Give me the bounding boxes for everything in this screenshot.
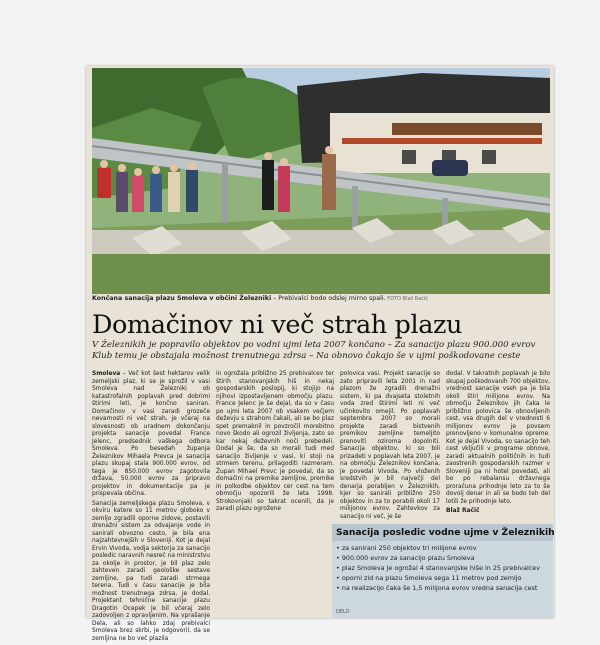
caption-place: Končana sanacija plazu Smoleva v občini Železniki: [92, 295, 272, 302]
body-column-2: [216, 371, 334, 516]
dateline: Smoleva: [92, 371, 121, 377]
list-item: • za sanirani 250 objektov tri milijone evrov: [336, 543, 553, 553]
body-column-4: [446, 371, 550, 518]
article-headline: Domačinov ni več strah plazu: [92, 310, 463, 340]
body-column-3: [340, 371, 440, 523]
list-item: • oporni zid na plazu Smoleva sega 11 metrov pod zemljo: [336, 573, 553, 583]
author-byline: Blaž Račič: [446, 508, 480, 514]
caption-text: – Prebivalci bodo odslej mirno spali.: [271, 295, 386, 302]
source-label: DELO: [336, 609, 350, 615]
facts-box-title: Sanacija posledic vodne ujme v Železnikih: [332, 524, 553, 541]
body-paragraph: dodal. V takratnih poplavah je bilo skupaj poškodovanih 700 objektov, vrednost sanacije vseh pa je bila okoli štiri milijone evrov. Na območju Železnikov jih čaka le približno polovica še obnovljenih cest, vsa drugih del v vrednosti 6 milijonov evrov je povsem prenovljeno v komunalne opreme. Kot je dejal Vivoda, so sanacijo teh cest vključili v programe obnove, zaradi aktualnih političnih in tudi zaostrenih gospodarskih razmer v Sloveniji pa ni hotel povedati, ali bo po rebalansu državnega proračuna prihodnje leto za to še dovolj denar in ali se bodo teh del lotili že prihodnje leto.: [446, 371, 550, 505]
list-item: • 900.000 evrov za sanacijo plazu Smoleva: [336, 553, 553, 563]
body-column-1: [92, 371, 210, 645]
body-paragraph: in ogrožala približno 25 prebivalcev ter štirih stanovanjskih hiš in nekaj gospodarskih poslopij, ki stojijo na njihovi izpostavljenem območju plazu. France Jelenc je še dejal, da so v času po ujmi leta 2007 ob vsakem večjem deževju s strahom čakali, ali se bo plaz spet premaknil in povzročil morebitno novo škodo ali ogrozil življenja, zato so kar nekaj deževnih noči prebedeli. Dodal je še, da so morali tudi med sanacijo življenje v vasi, ki stoji na strmem terenu, prilagoditi razmeram. Župan Mihael Prevc je povedal, da so domačini na premike zemljine, premike in polkodbe objektov cer cest na tem območju opozorili že leta 1998. Strokovnjaki so takrat ocenili, da je zaradi plazu ogrožene: [216, 371, 334, 512]
body-paragraph: Sanacija zemeljskega plazu Smoleva, v okviru katere so 11 metrov globoko v zemljo zgradili oporne zidove, postavili drenažni sistem za odvajanje vode in saniralí obvozno cesto, je bila ena najzahtevnejših v Sloveniji. Kot je dejal Ervin Vivoda, vodja sektorja za sanacijo posledic naravnih nesreč na ministrstvu za okolje in prostor, je bil plaz zelo zahteven zaradi geološke sestave zemljine, pa tudi zaradi strmega terena. Tudi v času sanacije je bila možnost trenutnega zdrsa, je dodal. Projektant tehnične sanacije plazu Dragotin Ocepek je bil včeraj zelo zadovoljen z opravljenim. Na vprašanje Dela, ali so lahko zdaj prebivalci Smoleva brez skrbi, je odgovoril, da se zemljina ne bo več plazila: [92, 500, 210, 642]
body-paragraph: polovica vasi. Projekt sanacije so zato pripravili leta 2001 in nad plazom že zgradili drenažni sistem, ki pa dvajseta stoletnih voda zred štirimi leti ni več učinkovito omejil. Po poplavah septembra 2007 so morali projekte zaradi bistvenih premikov zemljine temeljito prenoviti oziroma dopolniti. Sanacija objektov, ki so bili prizadeti v poplavah leta 2007, je na območju Železnikov končana, je povedal Vivoda. Po vloženih sredstvih je bil največji del denarja porabljen v Železnikih, kjer so sanirali približno 250 objektov in za to porabili okoli 17 milijonov evrov. Zahtevkov za sanacijo ni več, je še: [340, 371, 440, 520]
body-paragraph: – Več kot šest hektarov velik zemeljski plaz, ki se je sprožil v vasi Smoleva nad Železniki ob katastrofalnih poplavah pred dobrimi štirimi leti, je končno saniran. Domačinov v vasi zaradi grozeče nevarnosti ni več strah, je včeraj na slovesnosti ob uradnem dokončanju projekta sanacije povedal France Jelenc, predsednik vaškega odbora Smoleva. Po besedah županja Železnikov Mihaela Prevca je sanacija plazu skupaj stala 900.000 evrov, od tega je 850.000 evrov zagotovila država, 50.000 evrov za pripravo projektov in dokumentacije pa je prispevala občina.: [92, 371, 210, 497]
article-deck: V Železnikih je popravilo objektov po vodni ujmi leta 2007 končano – Za sanacijo plazu 900.000 evrov Klub temu je obstajala možnost trenutnega zdrsa – Na obnovo čakajo še v ujmi poškodovane ceste: [92, 340, 536, 361]
list-item: • plaz Smoleva je ogrožal 4 stanovanjske hiše in 25 prebivalcev: [336, 563, 553, 573]
photo-caption: [92, 295, 550, 302]
photo-credit: FOTO Blaž Račič: [385, 296, 429, 302]
facts-list: [332, 543, 553, 593]
list-item: • na realizacijo čaka še 1,5 milijona evrov vredna sanacija cest: [336, 583, 553, 593]
landslide-photo: [92, 68, 550, 294]
facts-box: [332, 524, 553, 618]
